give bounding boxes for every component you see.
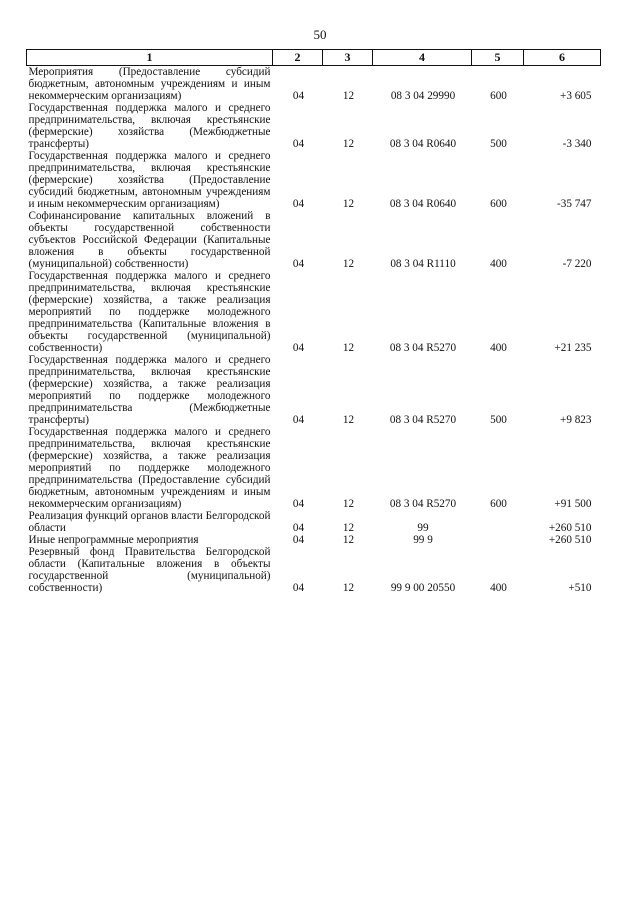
table-row: [27, 150, 601, 210]
table-row: [27, 546, 601, 594]
row-section: 04: [292, 138, 305, 150]
row-section: 04: [292, 522, 305, 534]
row-subsection: 12: [342, 198, 355, 210]
row-target-article: 08 3 04 R5270: [389, 498, 457, 510]
row-target-article: 08 3 04 R1110: [390, 258, 456, 270]
column-header: 4: [373, 50, 472, 66]
row-expense-type: 600: [490, 90, 507, 102]
row-target-article: 08 3 04 R0640: [389, 198, 457, 210]
row-expense-type: 600: [490, 498, 507, 510]
row-subsection: 12: [342, 342, 355, 354]
row-description: Государственная поддержка малого и среднего предпринимательства, включая крестьянские (фермерские) хозяйства (Предоставление субсидий бюджетным, автономным учреждениям и иным некоммерческим организациям): [28, 150, 271, 210]
row-subsection: 12: [342, 258, 355, 270]
row-amount: -7 220: [562, 258, 592, 270]
row-amount: +260 510: [548, 534, 592, 546]
row-amount: +3 605: [560, 90, 592, 102]
row-amount: -35 747: [557, 198, 592, 210]
row-description: Иные непрограммные мероприятия: [28, 534, 199, 546]
row-amount: +260 510: [548, 522, 592, 534]
row-section: 04: [292, 414, 305, 426]
row-subsection: 12: [342, 582, 355, 594]
row-expense-type: 500: [490, 414, 507, 426]
row-expense-type: 400: [490, 258, 507, 270]
row-expense-type: [472, 510, 524, 534]
row-section: 04: [292, 90, 305, 102]
row-target-article: 08 3 04 R5270: [389, 342, 457, 354]
table-row: [27, 210, 601, 270]
page-number: 50: [313, 27, 327, 42]
table-row: [27, 510, 601, 534]
header-row: [27, 50, 601, 66]
row-description: Государственная поддержка малого и среднего предпринимательства, включая крестьянские (фермерские) хозяйства, а также реализация мероприятий по поддержке молодежного предпринимательства (Капитальные вложения в объекты государственной (муниципальной) собственности): [28, 270, 271, 354]
column-header: 1: [27, 50, 273, 66]
row-subsection: 12: [342, 534, 355, 546]
budget-table: [26, 49, 601, 594]
column-header: 6: [524, 50, 601, 66]
row-section: 04: [292, 582, 305, 594]
table-row: [27, 66, 601, 103]
row-description: Государственная поддержка малого и среднего предпринимательства, включая крестьянские (фермерские) хозяйства (Межбюджетные трансферты): [28, 102, 271, 150]
row-amount: +9 823: [560, 414, 592, 426]
row-section: 04: [292, 342, 305, 354]
row-target-article: 99 9 00 20550: [390, 582, 456, 594]
row-amount: +510: [568, 582, 592, 594]
row-description: Софинансирование капитальных вложений в объекты государственной собственности субъектов Российской Федерации (Капитальные вложения в объекты государственной (муниципальной) собственности): [28, 210, 271, 270]
row-section: 04: [292, 198, 305, 210]
row-subsection: 12: [342, 90, 355, 102]
row-description: Государственная поддержка малого и среднего предпринимательства, включая крестьянские (фермерские) хозяйства, а также реализация мероприятий по поддержке молодежного предпринимательства (Межбюджетные трансферты): [28, 354, 271, 426]
row-target-article: 99: [417, 522, 429, 534]
row-description: Мероприятия (Предоставление субсидий бюджетным, автономным учреждениям и иным некоммерческим организациям): [28, 66, 271, 102]
row-target-article: 08 3 04 R5270: [389, 414, 457, 426]
row-target-article: 99 9: [413, 534, 433, 546]
column-header: 3: [323, 50, 373, 66]
table-row: [27, 426, 601, 510]
row-description: Резервный фонд Правительства Белгородской области (Капитальные вложения в объекты государственной (муниципальной) собственности): [28, 546, 271, 594]
row-subsection: 12: [342, 522, 355, 534]
column-header: 5: [472, 50, 524, 66]
column-header: 2: [273, 50, 323, 66]
table-row: [27, 270, 601, 354]
row-expense-type: 600: [490, 198, 507, 210]
row-expense-type: 400: [490, 582, 507, 594]
row-description: Реализация функций органов власти Белгородской области: [28, 510, 271, 534]
row-amount: -3 340: [562, 138, 592, 150]
table-row: [27, 102, 601, 150]
row-section: 04: [292, 498, 305, 510]
row-target-article: 08 3 04 R0640: [389, 138, 457, 150]
table-row: [27, 534, 601, 546]
row-expense-type: 500: [490, 138, 507, 150]
row-amount: +91 500: [554, 498, 592, 510]
row-expense-type: [472, 534, 524, 546]
row-subsection: 12: [342, 498, 355, 510]
row-section: 04: [292, 258, 305, 270]
row-amount: +21 235: [554, 342, 592, 354]
row-description: Государственная поддержка малого и среднего предпринимательства, включая крестьянские (фермерские) хозяйства, а также реализация мероприятий по поддержке молодежного предпринимательства (Предоставление субсидий бюджетным, автономным учреждениям и иным некоммерческим организациям): [28, 426, 271, 510]
row-subsection: 12: [342, 414, 355, 426]
table-row: [27, 354, 601, 426]
row-subsection: 12: [342, 138, 355, 150]
row-expense-type: 400: [490, 342, 507, 354]
row-section: 04: [292, 534, 305, 546]
row-target-article: 08 3 04 29990: [390, 90, 456, 102]
